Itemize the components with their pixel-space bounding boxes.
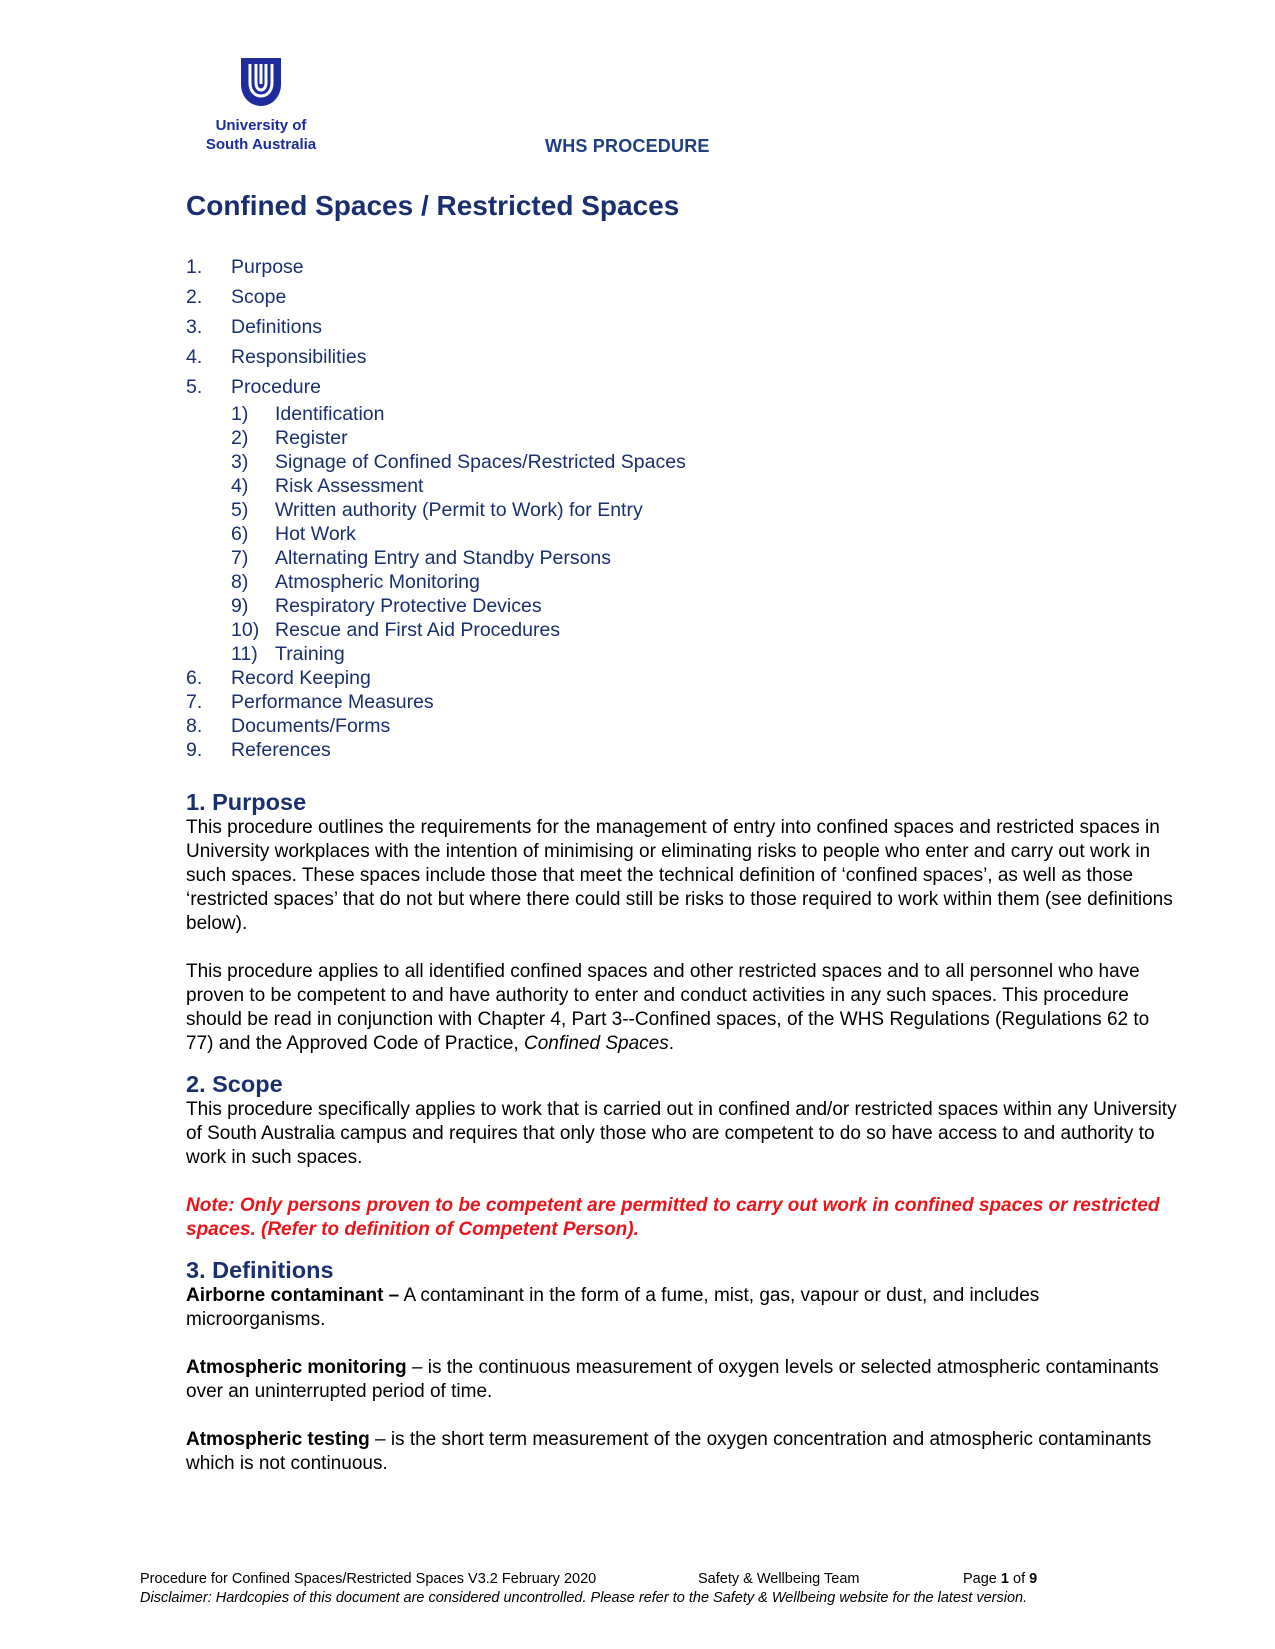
toc-item-number: 11) <box>231 642 258 665</box>
toc-item-number: 5) <box>231 498 249 521</box>
footer-document-title: Procedure for Confined Spaces/Restricted Spaces V3.2 February 2020 <box>140 1571 597 1587</box>
definition-item <box>186 1428 1181 1476</box>
competency-note: Note: Only persons proven to be competent are permitted to carry out work in confined spaces or restricted spaces. (Refer to definition of Competent Person). <box>186 1195 1160 1240</box>
toc-subitem[interactable] <box>231 642 1086 666</box>
toc-item-label: Written authority (Permit to Work) for Entry <box>275 498 643 521</box>
toc-subitem[interactable] <box>231 594 1086 618</box>
definition-term: Atmospheric monitoring <box>186 1357 407 1378</box>
toc-subitem[interactable] <box>231 402 1086 426</box>
toc-item-label: Register <box>275 426 348 449</box>
toc-item-number: 9) <box>231 594 249 617</box>
definition-item <box>186 1284 1181 1332</box>
toc-item-number: 4. <box>186 345 203 368</box>
toc-item-number: 8. <box>186 714 203 737</box>
purpose-paragraph-2: This procedure applies to all identified confined spaces and other restricted spaces and to all personnel who have proven to be competent to and have authority to enter and conduct activities in any such spaces. This procedure should be read in conjunction with Chapter 4, Part 3--Confined spaces, of the WHS Regulations (Regulations 62 to 77) and the Approved Code of Practice, Confined Spaces. <box>186 961 1150 1054</box>
section-heading-scope: 2. Scope <box>186 1071 283 1097</box>
toc-item-label: Training <box>275 642 345 665</box>
definition-text: – is the short term measurement of the oxygen concentration and atmospheric contaminants which is not continuous. <box>186 1429 1152 1474</box>
toc-item[interactable] <box>186 714 1086 738</box>
logo-text: University of South Australia <box>205 117 317 153</box>
definition-item <box>186 1356 1181 1404</box>
toc-item-number: 7. <box>186 690 203 713</box>
toc-subitem[interactable] <box>231 450 1086 474</box>
definition-text: – is the continuous measurement of oxygen levels or selected atmospheric contaminants over an uninterrupted period of time. <box>186 1357 1159 1402</box>
toc-item[interactable] <box>186 690 1086 714</box>
toc-item-label: References <box>231 738 331 761</box>
toc-item-number: 8) <box>231 570 249 593</box>
footer-page-number: Page 1 of 9 <box>963 1571 1038 1587</box>
definition-term: Airborne contaminant – <box>186 1285 400 1306</box>
toc-item-number: 3) <box>231 450 249 473</box>
toc-item-number: 7) <box>231 546 249 569</box>
toc-item-number: 1. <box>186 255 203 278</box>
toc-item[interactable] <box>186 372 1086 402</box>
toc-item-number: 6) <box>231 522 249 545</box>
toc-item-label: Record Keeping <box>231 666 371 689</box>
toc-subitem[interactable] <box>231 522 1086 546</box>
definition-term: Atmospheric testing <box>186 1429 370 1450</box>
toc-item[interactable] <box>186 738 1086 762</box>
toc-subitem[interactable] <box>231 474 1086 498</box>
table-of-contents <box>186 252 1086 762</box>
toc-item-label: Procedure <box>231 375 321 398</box>
purpose-paragraph-1: This procedure outlines the requirements for the management of entry into confined spaces and restricted spaces in University workplaces with the intention of minimising or eliminating risks to people who enter and carry out work in such spaces. These spaces include those that meet the technical definition of ‘confined spaces’, as well as those ‘restricted spaces’ that do not but where there could still be risks to those required to work within them (see definitions below). <box>186 817 1173 934</box>
toc-item-label: Atmospheric Monitoring <box>275 570 480 593</box>
toc-item-label: Risk Assessment <box>275 474 424 497</box>
scope-paragraph: This procedure specifically applies to work that is carried out in confined and/or restricted spaces within any University of South Australia campus and requires that only those who are competent to do so have access to and authority to work in such spaces. <box>186 1099 1177 1168</box>
toc-item[interactable] <box>186 312 1086 342</box>
toc-subitem[interactable] <box>231 546 1086 570</box>
toc-item-label: Responsibilities <box>231 345 367 368</box>
page-title: Confined Spaces / Restricted Spaces <box>186 190 680 221</box>
toc-item-label: Signage of Confined Spaces/Restricted Spaces <box>275 450 686 473</box>
toc-item-label: Purpose <box>231 255 304 278</box>
footer-team: Safety & Wellbeing Team <box>698 1571 860 1587</box>
toc-item[interactable] <box>186 666 1086 690</box>
toc-item[interactable] <box>186 282 1086 312</box>
definition-text: A contaminant in the form of a fume, mist, gas, vapour or dust, and includes microorganisms. <box>186 1285 1040 1330</box>
toc-subitem[interactable] <box>231 498 1086 522</box>
toc-item-number: 9. <box>186 738 203 761</box>
toc-item[interactable] <box>186 252 1086 282</box>
toc-item-label: Identification <box>275 402 385 425</box>
footer-disclaimer: Disclaimer: Hardcopies of this document are considered uncontrolled. Please refer to the Safety & Wellbeing website for the latest version. <box>140 1590 1028 1606</box>
toc-item-number: 3. <box>186 315 203 338</box>
toc-item-label: Rescue and First Aid Procedures <box>275 618 561 641</box>
page-footer <box>140 1570 1180 1608</box>
toc-item-number: 2) <box>231 426 249 449</box>
university-logo <box>196 56 326 154</box>
toc-item-label: Alternating Entry and Standby Persons <box>275 546 612 569</box>
document-type-label: WHS PROCEDURE <box>545 136 710 156</box>
toc-item-number: 4) <box>231 474 249 497</box>
toc-item-label: Performance Measures <box>231 690 434 713</box>
university-shield-icon <box>239 56 283 108</box>
toc-item-label: Respiratory Protective Devices <box>275 594 542 617</box>
toc-subitem[interactable] <box>231 570 1086 594</box>
section-heading-definitions: 3. Definitions <box>186 1257 334 1283</box>
toc-item-label: Definitions <box>231 315 323 338</box>
document-body <box>186 788 1181 1476</box>
toc-item[interactable] <box>186 342 1086 372</box>
toc-item-label: Scope <box>231 285 287 308</box>
toc-item-number: 6. <box>186 666 203 689</box>
toc-item-number: 1) <box>231 402 249 425</box>
toc-subitem[interactable] <box>231 618 1086 642</box>
toc-item-number: 5. <box>186 375 203 398</box>
toc-subitem[interactable] <box>231 426 1086 450</box>
section-heading-purpose: 1. Purpose <box>186 789 307 815</box>
toc-item-label: Hot Work <box>275 522 356 545</box>
toc-item-label: Documents/Forms <box>231 714 391 737</box>
toc-item-number: 10) <box>231 618 260 641</box>
toc-item-number: 2. <box>186 285 203 308</box>
